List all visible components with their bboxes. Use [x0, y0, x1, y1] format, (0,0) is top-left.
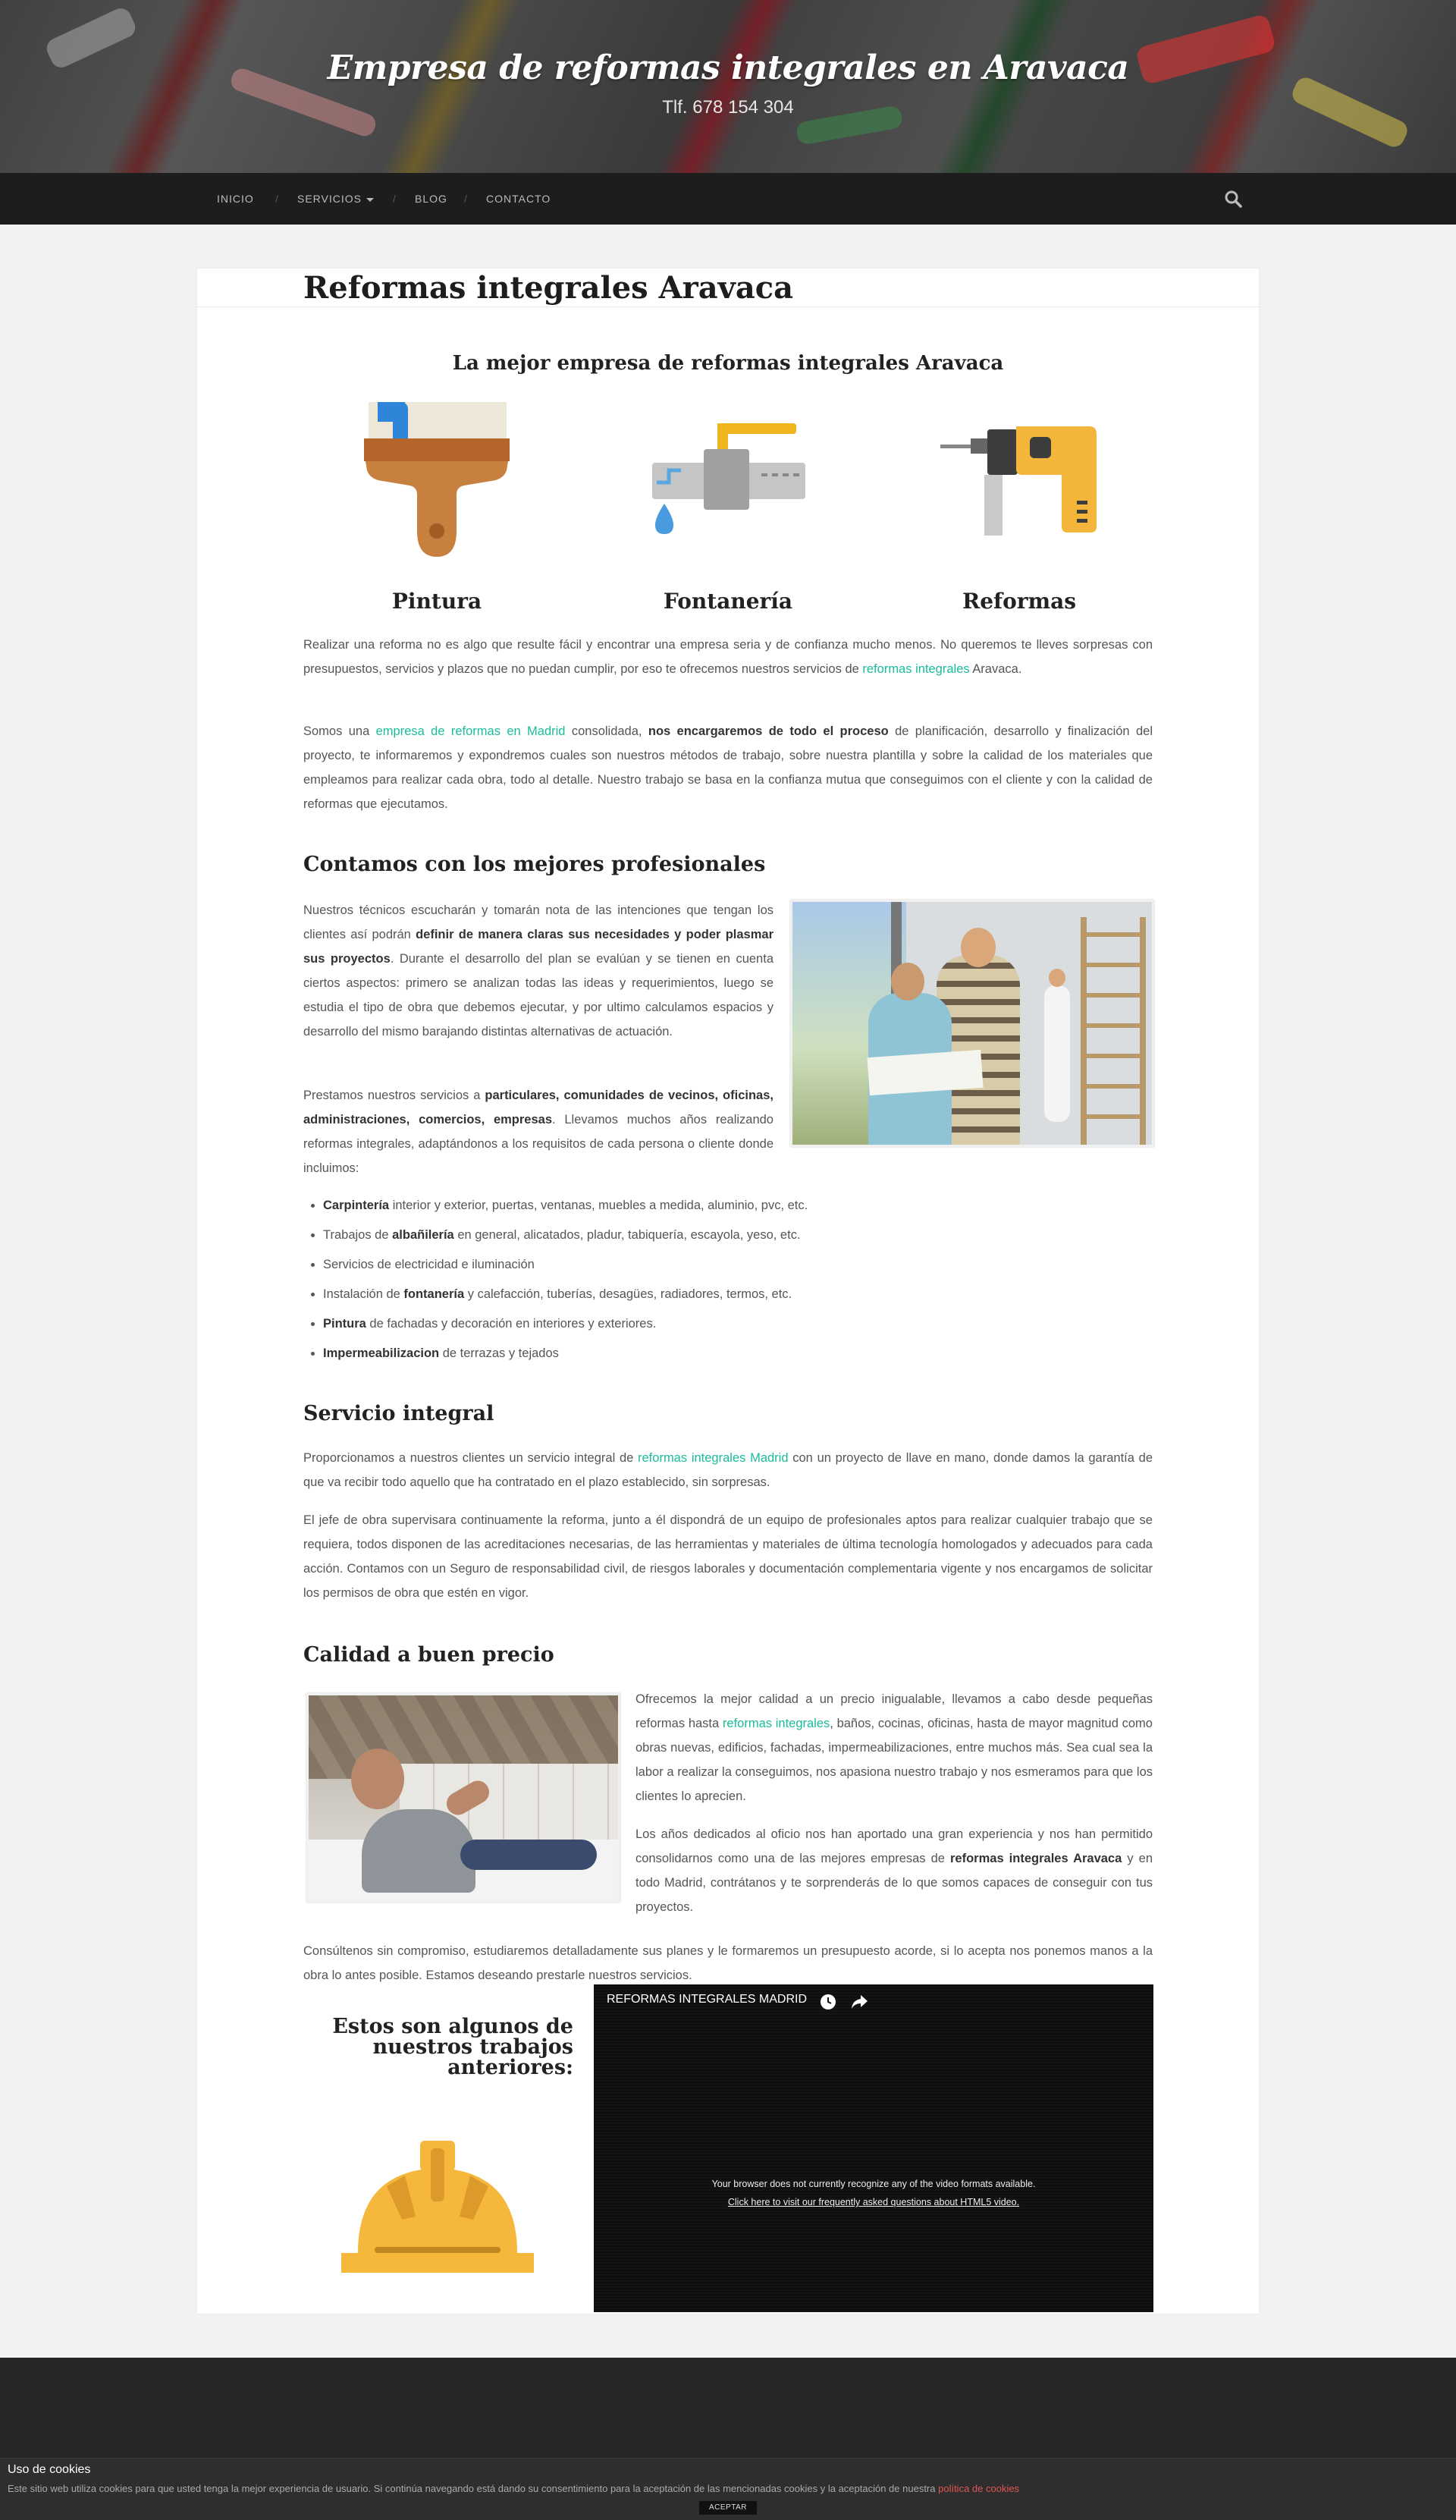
- cookie-text: Este sitio web utiliza cookies para que usted tenga la mejor experiencia de usuario. Si continúa navegando está dando su consentimiento para la aceptación de las mencionadas cookies y la aceptación de nuestra política de cookies: [8, 2483, 1020, 2494]
- nav-separator: /: [393, 193, 396, 205]
- page-title: Reformas integrales Aravaca: [303, 270, 794, 306]
- profesionales-paragraph-2: Prestamos nuestros servicios a particulares, comunidades de vecinos, oficinas, administraciones, comercios, empresas. Llevamos muchos años realizando reformas integrales, adaptándonos a los requisitos de cada persona o cliente donde incluimos:: [303, 1089, 774, 1175]
- list-item: • Carpintería interior y exterior, puertas, ventanas, muebles a medida, aluminio, pvc, etc.: [323, 1191, 1157, 1221]
- link-empresa-reformas-madrid[interactable]: empresa de reformas en Madrid: [375, 724, 566, 738]
- title-divider: [197, 306, 1259, 307]
- nav-item-servicios[interactable]: [297, 173, 374, 225]
- video-surface: [594, 1984, 1153, 2312]
- list-item: • Pintura de fachadas y decoración en interiores y exteriores.: [323, 1309, 1157, 1339]
- link-reformas-integrales[interactable]: reformas integrales: [862, 662, 970, 676]
- services-list: [303, 1191, 1157, 1368]
- video-faq-link[interactable]: Click here to visit our frequently asked questions about HTML5 video.: [727, 2197, 1020, 2207]
- list-item: • Trabajos de albañilería en general, alicatados, pladur, tabiquería, escayola, yeso, etc.: [323, 1221, 1157, 1250]
- link-reformas-integrales-madrid[interactable]: reformas integrales Madrid: [638, 1451, 789, 1465]
- section-subtitle: La mejor empresa de reformas integrales Aravaca: [452, 352, 1004, 375]
- video-title[interactable]: REFORMAS INTEGRALES MADRID: [607, 1993, 808, 2006]
- faucet-icon: [651, 422, 807, 536]
- nav-item-contacto[interactable]: CONTACTO: [486, 193, 551, 205]
- calidad-paragraph-1: Ofrecemos la mejor calidad a un precio inigualable, llevamos a cabo desde pequeñas reformas hasta reformas integrales, baños, cocinas, oficinas, hasta de mayor magnitud como obras nuevas, edificios, fachadas, impermeabilizaciones, entre muchos más. Sea cual sea la labor a realizar la conseguimos, nos apasiona nuestro trabajo y nos esmeramos para que los clientes lo aprecien.: [635, 1692, 1153, 1803]
- link-reformas-integrales-2[interactable]: reformas integrales: [722, 1717, 830, 1730]
- cookie-banner: [0, 2458, 1456, 2520]
- site-phone: Tlf. 678 154 304: [662, 97, 794, 118]
- heading-profesionales: Contamos con los mejores profesionales: [303, 853, 766, 876]
- integral-paragraph-2: El jefe de obra supervisara continuamente la reforma, junto a él dispondrá de un equipo de profesionales aptos para realizar cualquier trabajo que se requiera, todos disponen de las acreditaciones necesarias, de las herramientas y materiales de última tecnología homologados y adecuados para cada acción. Contamos con un Seguro de responsabilidad civil, de riesgos laborales y documentación complementaria vigente y nos encargamos de solicitar los permisos de obra que estén en vigor.: [303, 1513, 1153, 1600]
- nav-separator: /: [275, 193, 278, 205]
- nav-item-inicio[interactable]: INICIO: [217, 193, 254, 205]
- clock-icon[interactable]: [820, 1994, 836, 2010]
- list-item: • Instalación de fontanería y calefacción, tuberías, desagües, radiadores, termos, etc.: [323, 1280, 1157, 1309]
- header-banner: [0, 0, 1456, 173]
- service-label-reformas: Reformas: [962, 589, 1077, 614]
- cookie-title: Uso de cookies: [8, 2463, 91, 2476]
- service-label-pintura: Pintura: [391, 589, 482, 614]
- share-icon[interactable]: [850, 1994, 868, 2010]
- couple-photo: [790, 900, 1154, 1147]
- integral-paragraph-1: Proporcionamos a nuestros clientes un servicio integral de reformas integrales Madrid con un proyecto de llave en mano, donde damos la garantía de que va recibir todo aquello que ha contratado en el plazo establecido, sin sorpresas.: [303, 1451, 1153, 1489]
- intro-paragraph-2: Somos una empresa de reformas en Madrid consolidada, nos encargaremos de todo el proceso de planificación, desarrollo y finalización del proyecto, te informaremos y expondremos cuales son nuestros métodos de trabajo, sobre nuestra plantilla y sobre la calidad de los materiales que empleamos para realizar cada obra, todo al detalle. Nuestro trabajo se basa en la confianza mutua que conseguimos con el cliente y con la calidad de reformas que ejecutamos.: [303, 724, 1153, 811]
- paint-brush-icon: [362, 401, 511, 558]
- helmet-icon: [341, 2141, 534, 2273]
- heading-trabajos-anteriores: Estos son algunos de nuestros trabajos anteriores:: [332, 2015, 573, 2079]
- search-icon[interactable]: [1224, 190, 1242, 208]
- intro-paragraph-1: Realizar una reforma no es algo que resulte fácil y encontrar una empresa seria y de confianza mucho menos. No queremos te lleves sorpresas con presupuestos, servicios y plazos que no puedan cumplir, por eso te ofrecemos nuestros servicios de reformas integrales Aravaca.: [303, 638, 1153, 676]
- cookie-policy-link[interactable]: política de cookies: [938, 2483, 1020, 2494]
- drill-icon: [940, 422, 1101, 536]
- heading-calidad: Calidad a buen precio: [303, 1643, 554, 1667]
- video-unsupported-message: Your browser does not currently recognize any of the video formats available.: [711, 2179, 1036, 2189]
- video-player[interactable]: [594, 1984, 1153, 2312]
- chevron-down-icon: [366, 198, 374, 202]
- accept-cookies-button[interactable]: ACEPTAR: [699, 2501, 757, 2515]
- list-item: • Servicios de electricidad e iluminación: [323, 1250, 1157, 1280]
- calidad-paragraph-2: Los años dedicados al oficio nos han aportado una gran experiencia y nos han permitido consolidarnos como una de las mejores empresas de reformas integrales Aravaca y en todo Madrid, contrátanos y te sorprenderás de lo que somos capaces de conseguir con tus proyectos.: [635, 1827, 1153, 1914]
- worker-photo: [306, 1693, 620, 1903]
- nav-item-servicios-label: SERVICIOS: [297, 193, 362, 205]
- nav-item-blog[interactable]: BLOG: [415, 193, 447, 205]
- service-label-fontaneria: Fontanería: [663, 589, 793, 614]
- site-title[interactable]: Empresa de reformas integrales en Aravaca: [327, 49, 1129, 87]
- calidad-paragraph-3: Consúltenos sin compromiso, estudiaremos detalladamente sus planes y le formaremos un presupuesto acorde, si lo acepta nos ponemos manos a la obra lo antes posible. Estamos deseando prestarle nuestros servicios.: [303, 1944, 1153, 1982]
- heading-servicio-integral: Servicio integral: [303, 1402, 494, 1425]
- profesionales-paragraph-1: Nuestros técnicos escucharán y tomarán nota de las intenciones que tengan los clientes así podrán definir de manera claras sus necesidades y poder plasmar sus proyectos. Durante el desarrollo del plan se evalúan y se tienen en cuenta ciertos aspectos: primero se analizan todas las ideas y requerimientos, luego se estudia el tipo de obra que debemos ejecutar, y por ultimo calculamos espacios y desarrollo del mismo barajando distintas alternativas de actuación.: [303, 903, 774, 1038]
- list-item: • Impermeabilizacion de terrazas y tejados: [323, 1339, 1157, 1368]
- nav-separator: /: [464, 193, 467, 205]
